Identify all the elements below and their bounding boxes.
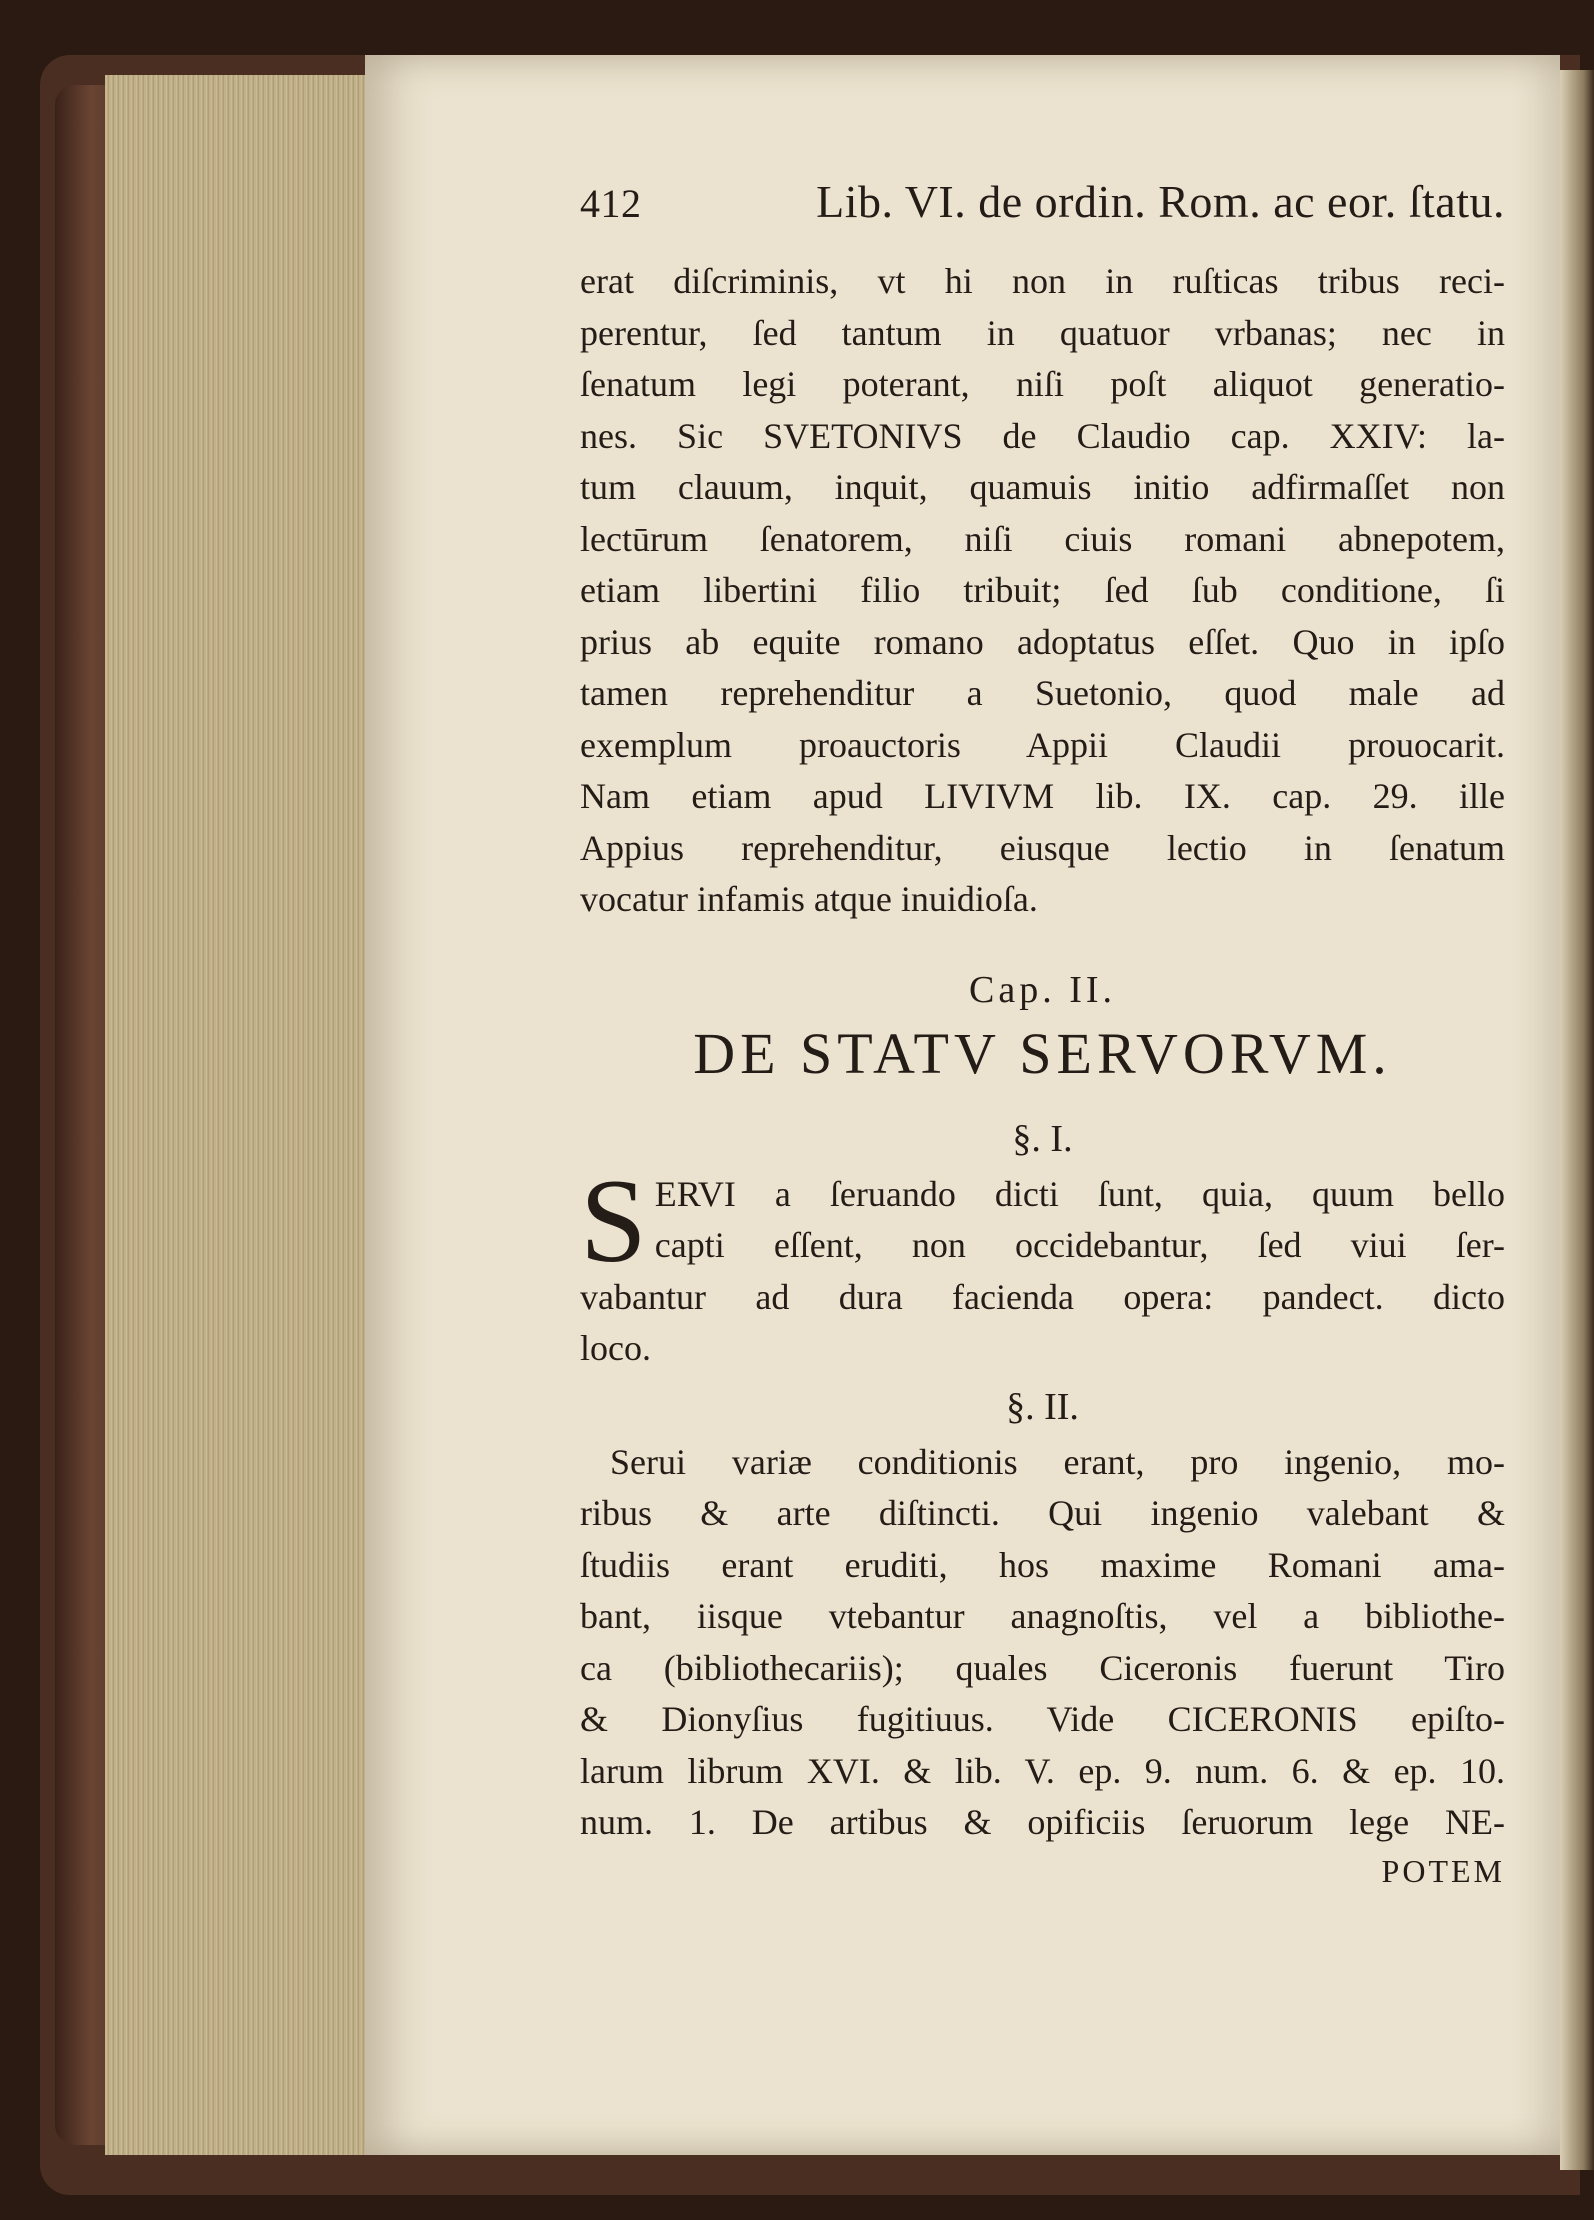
text-line: tamen reprehenditur a Suetonio, quod male ad [580,673,1505,713]
drop-cap: S [580,1153,647,1287]
text-line: vocatur infamis atque inuidioſa. [580,879,1038,919]
text-line: capti eſſent, non occidebantur, ſed viui ſer- [654,1225,1505,1265]
page-number: 412 [580,181,642,226]
section-1-label: §. I. [1012,1117,1073,1160]
text-line: perentur, ſed tantum in quatuor vrbanas; nec in [580,312,1505,353]
page-edges [105,75,370,2155]
running-header [580,175,1505,228]
text-line: num. 1. De artibus & opificiis ſeruorum lege NE- [580,1802,1505,1842]
chapter-title: DE STATV SERVORVM. [693,1020,1392,1086]
section-1-paragraph [580,1153,1505,1375]
text-line: erat diſcriminis, vt hi non in ruſticas tribus reci- [580,261,1505,301]
text-line: nes. Sic SVETONIVS de Claudio cap. XXIV: la- [580,415,1505,456]
text-line: ribus & arte diſtincti. Qui ingenio valebant & [580,1493,1505,1533]
section-2-label: §. II. [1006,1385,1079,1428]
text-line: & Dionyſius fugitiuus. Vide CICERONIS epiſto- [580,1699,1505,1739]
text-line: Appius reprehenditur, eiusque lectio in ſenatum [580,827,1505,868]
text-line: bant, iisque vtebantur anagnoſtis, vel a bibliothe- [580,1596,1505,1636]
text-line: larum librum XVI. & lib. V. ep. 9. num. 6. & ep. 10. [580,1750,1505,1791]
paragraph-1 [580,256,1505,926]
text-line: exemplum proauctoris Appii Claudii prouocarit. [580,724,1505,765]
text-line: loco. [580,1328,651,1368]
section-2-paragraph [580,1437,1505,1849]
text-line: vabantur ad dura facienda opera: pandect. dicto [580,1276,1505,1317]
text-line: ſtudiis erant eruditi, hos maxime Romani ama- [580,1544,1505,1585]
running-title: Lib. VI. de ordin. Rom. ac eor. ſtatu. [816,176,1505,227]
text-line: ca (bibliothecariis); quales Ciceronis fuerunt Tiro [580,1647,1505,1688]
catchword: POTEM [1381,1852,1505,1889]
text-line: etiam libertini filio tribuit; ſed ſub conditione, ſi [580,570,1505,610]
text-line: Serui variæ conditionis erant, pro ingenio, mo- [610,1441,1505,1482]
text-line: ſenatum legi poterant, niſi poſt aliquot generatio- [580,364,1505,404]
text-line: Nam etiam apud LIVIVM lib. IX. cap. 29. ille [580,776,1505,816]
text-line: prius ab equite romano adoptatus eſſet. Quo in ipſo [580,621,1505,662]
text-line: tum clauum, inquit, quamuis initio adfirmaſſet non [580,467,1505,507]
facing-page-edge [1560,70,1594,2170]
text-line: ERVI a ſeruando dicti ſunt, quia, quum bello [654,1173,1505,1214]
page-text [580,175,1505,1890]
text-line: lectūrum ſenatorem, niſi ciuis romani abnepotem, [580,518,1505,559]
chapter-label: Cap. II. [968,968,1117,1011]
